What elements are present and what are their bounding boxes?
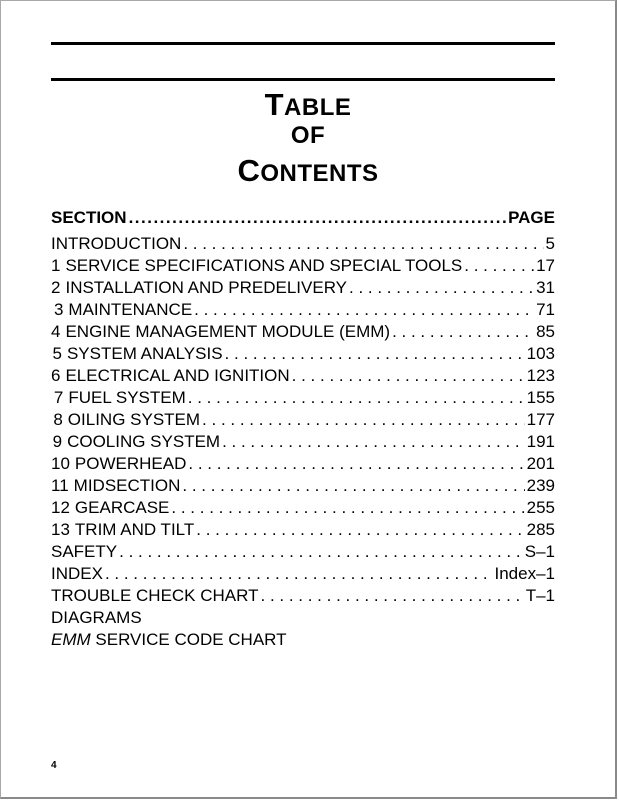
toc-entry[interactable]	[51, 497, 555, 519]
dot-leader	[292, 365, 525, 387]
entry-label: TROUBLE CHECK CHART	[51, 586, 259, 605]
entry-label: SERVICE SPECIFICATIONS AND SPECIAL TOOLS	[65, 256, 463, 275]
entry-page-number: 123	[526, 366, 555, 385]
dot-leader	[202, 409, 525, 431]
section-number: 8	[53, 410, 63, 429]
section-number: 6	[51, 366, 61, 385]
toc-entry[interactable]	[51, 255, 555, 277]
dot-leader	[225, 343, 525, 365]
dot-leader	[196, 519, 524, 541]
dot-leader	[261, 585, 524, 607]
emm-italic: EMM	[51, 630, 91, 649]
section-number: 11	[51, 476, 69, 495]
entry-page-number: 17	[536, 256, 555, 275]
toc-entry-diagrams[interactable]: DIAGRAMS	[51, 608, 142, 627]
dot-leader	[188, 453, 524, 475]
toc-entry[interactable]	[51, 321, 555, 343]
entry-page-number: 285	[526, 520, 555, 539]
toc-entry[interactable]	[51, 519, 555, 541]
section-number: 10	[51, 454, 70, 473]
section-number: 3	[53, 300, 64, 319]
dot-leader	[129, 207, 507, 229]
entry-page-number: 71	[536, 300, 555, 319]
toc-entry[interactable]	[51, 585, 555, 607]
entry-page-number: 103	[526, 344, 555, 363]
section-number: 13	[51, 520, 70, 539]
entry-label: SAFETY	[51, 542, 118, 561]
entry-page-number: T–1	[525, 586, 555, 605]
toc-header	[51, 207, 555, 229]
toc-entry[interactable]	[51, 233, 555, 255]
section-number: 7	[53, 388, 64, 407]
dot-leader	[222, 431, 525, 453]
entry-page-number: 255	[526, 498, 555, 517]
entry-label: COOLING SYSTEM	[67, 432, 221, 451]
dot-leader	[188, 387, 525, 409]
entry-page-number: 31	[536, 278, 555, 297]
entry-label: MIDSECTION	[73, 476, 181, 495]
dot-leader	[183, 233, 543, 255]
table-of-contents	[51, 207, 555, 651]
section-number: 12	[51, 498, 70, 517]
section-number: 4	[51, 322, 61, 341]
toc-entry[interactable]	[51, 563, 555, 585]
entry-label: INDEX	[51, 564, 103, 583]
dot-leader	[349, 277, 534, 299]
entry-page-number: 85	[536, 322, 555, 341]
toc-entry[interactable]	[51, 299, 555, 321]
section-number: 5	[52, 344, 62, 363]
dot-leader	[182, 475, 524, 497]
toc-entry[interactable]	[51, 365, 555, 387]
dot-leader	[105, 563, 493, 585]
entry-label: FUEL SYSTEM	[68, 388, 186, 407]
toc-entry[interactable]	[51, 541, 555, 563]
entry-label: MAINTENANCE	[68, 300, 193, 319]
section-number: 2	[51, 278, 61, 297]
section-number: 9	[52, 432, 63, 451]
toc-entry[interactable]	[51, 431, 555, 453]
entry-page-number: 5	[545, 234, 555, 253]
toc-entry-emm-chart[interactable]: EMM SERVICE CODE CHART	[51, 630, 287, 649]
entry-label: OILING SYSTEM	[67, 410, 201, 429]
entry-page-number: Index–1	[494, 564, 555, 583]
entry-page-number: 191	[526, 432, 555, 451]
toc-entry[interactable]	[51, 475, 555, 497]
entry-label: SYSTEM ANALYSIS	[66, 344, 223, 363]
toc-entry[interactable]	[51, 387, 555, 409]
second-rule	[51, 78, 555, 81]
page-header: PAGE	[508, 208, 555, 227]
page-number: 4	[51, 760, 57, 771]
dot-leader	[171, 497, 524, 519]
dot-leader	[194, 299, 534, 321]
entry-page-number: 155	[526, 388, 555, 407]
entry-label: ELECTRICAL AND IGNITION	[65, 366, 290, 385]
title-line-2: OF	[290, 122, 326, 149]
entry-label: INSTALLATION AND PREDELIVERY	[65, 278, 347, 297]
toc-entry[interactable]	[51, 277, 555, 299]
title-line-1: TABLE	[264, 87, 352, 122]
entry-label: ENGINE MANAGEMENT MODULE (EMM)	[65, 322, 391, 341]
dot-leader	[119, 541, 523, 563]
entry-label: GEARCASE	[74, 498, 170, 517]
dot-leader	[392, 321, 534, 343]
toc-entry[interactable]	[51, 409, 555, 431]
toc-entry[interactable]	[51, 343, 555, 365]
entry-label: POWERHEAD	[74, 454, 187, 473]
entry-page-number: 201	[526, 454, 555, 473]
entry-page-number: 239	[526, 476, 555, 495]
section-header: SECTION	[51, 208, 127, 227]
toc-entry[interactable]	[51, 453, 555, 475]
section-number: 1	[51, 256, 61, 275]
dot-leader	[464, 255, 534, 277]
title-line-3: CONTENTS	[237, 153, 379, 188]
entry-label: TRIM AND TILT	[74, 520, 195, 539]
entry-label: INTRODUCTION	[51, 234, 182, 253]
entry-page-number: S–1	[524, 542, 555, 561]
top-rule	[51, 42, 555, 45]
entry-page-number: 177	[526, 410, 555, 429]
